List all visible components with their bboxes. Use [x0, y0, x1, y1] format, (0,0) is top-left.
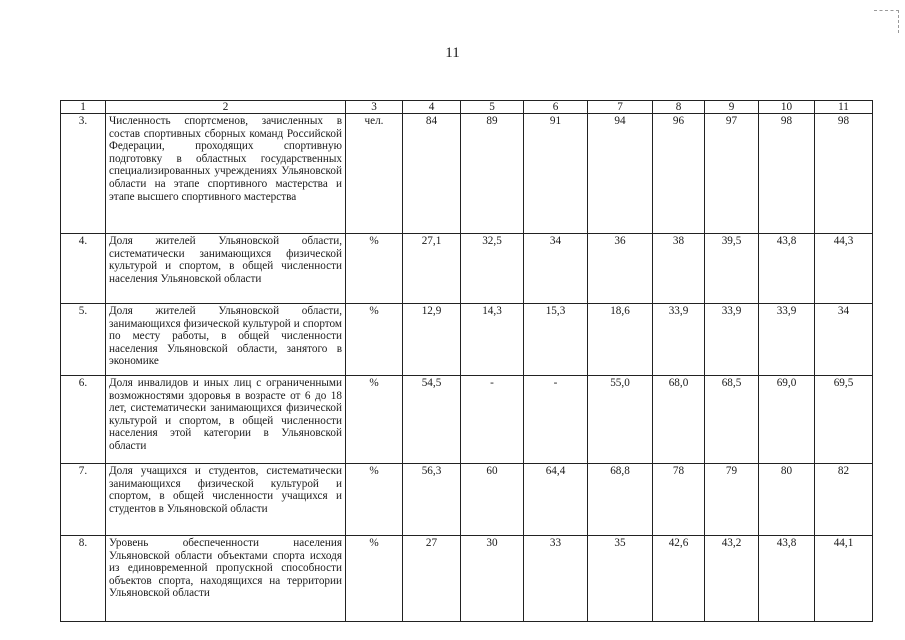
value-cell: 12,9 — [403, 304, 461, 376]
indicator-description: Доля инвалидов и иных лиц с ограниченными возможностями здоровья в возрасте от 6 до 18 лет, систематически занимающихся физической культурой и спортом, в общей численности населения этой категории в Ульяновской области — [106, 376, 346, 464]
value-cell: 97 — [705, 114, 759, 234]
table-row — [61, 114, 873, 234]
value-cell: 44,3 — [815, 234, 873, 304]
value-cell: 94 — [588, 114, 653, 234]
unit-cell: % — [346, 464, 403, 536]
header-cell: 9 — [705, 101, 759, 114]
value-cell: 27,1 — [403, 234, 461, 304]
value-cell: 68,0 — [653, 376, 705, 464]
indicator-description: Доля жителей Ульяновской области, занимающихся физической культурой и спортом по месту работы, в общей численности населения Ульяновской области, занятого в экономике — [106, 304, 346, 376]
table-row — [61, 234, 873, 304]
value-cell: 39,5 — [705, 234, 759, 304]
row-number: 6. — [61, 376, 106, 464]
value-cell: 15,3 — [524, 304, 588, 376]
table-row — [61, 304, 873, 376]
value-cell: 38 — [653, 234, 705, 304]
value-cell: 89 — [461, 114, 524, 234]
header-cell: 6 — [524, 101, 588, 114]
unit-cell: % — [346, 234, 403, 304]
row-number: 7. — [61, 464, 106, 536]
value-cell: 68,5 — [705, 376, 759, 464]
value-cell: 43,8 — [759, 536, 815, 622]
unit-cell: % — [346, 536, 403, 622]
value-cell: 44,1 — [815, 536, 873, 622]
value-cell: 79 — [705, 464, 759, 536]
table-row — [61, 536, 873, 622]
value-cell: 78 — [653, 464, 705, 536]
value-cell: 60 — [461, 464, 524, 536]
value-cell: 43,2 — [705, 536, 759, 622]
table-row — [61, 464, 873, 536]
value-cell: 68,8 — [588, 464, 653, 536]
value-cell: - — [461, 376, 524, 464]
value-cell: 91 — [524, 114, 588, 234]
unit-cell: % — [346, 376, 403, 464]
value-cell: 55,0 — [588, 376, 653, 464]
value-cell: 98 — [759, 114, 815, 234]
value-cell: 64,4 — [524, 464, 588, 536]
header-cell: 2 — [106, 101, 346, 114]
value-cell: 27 — [403, 536, 461, 622]
value-cell: 80 — [759, 464, 815, 536]
indicator-description: Уровень обеспеченности населения Ульяновской области объектами спорта исходя из единовременной пропускной способности объектов спорта, находящихся на территории Ульяновской области — [106, 536, 346, 622]
table-row — [61, 376, 873, 464]
row-number: 5. — [61, 304, 106, 376]
value-cell: 18,6 — [588, 304, 653, 376]
value-cell: 84 — [403, 114, 461, 234]
header-cell: 7 — [588, 101, 653, 114]
header-cell: 4 — [403, 101, 461, 114]
header-cell: 11 — [815, 101, 873, 114]
value-cell: - — [524, 376, 588, 464]
value-cell: 35 — [588, 536, 653, 622]
value-cell: 69,5 — [815, 376, 873, 464]
value-cell: 33,9 — [705, 304, 759, 376]
header-cell: 10 — [759, 101, 815, 114]
value-cell: 96 — [653, 114, 705, 234]
header-cell: 8 — [653, 101, 705, 114]
value-cell: 33 — [524, 536, 588, 622]
value-cell: 54,5 — [403, 376, 461, 464]
value-cell: 33,9 — [653, 304, 705, 376]
header-cell: 1 — [61, 101, 106, 114]
row-number: 4. — [61, 234, 106, 304]
value-cell: 43,8 — [759, 234, 815, 304]
indicator-description: Доля жителей Ульяновской области, систематически занимающихся физической культурой и спортом, в общей численности населения Ульяновской области — [106, 234, 346, 304]
header-cell: 3 — [346, 101, 403, 114]
header-row — [61, 101, 873, 114]
value-cell: 34 — [815, 304, 873, 376]
value-cell: 32,5 — [461, 234, 524, 304]
value-cell: 36 — [588, 234, 653, 304]
indicator-description: Численность спортсменов, зачисленных в состав спортивных сборных команд Российской Федерации, проходящих спортивную подготовку в областных государственных специализированных учреждениях Ульяновской области на этапе спортивного мастерства и этапе высшего спортивного мастерства — [106, 114, 346, 234]
scan-edge-mark — [874, 10, 899, 33]
page-number: 11 — [445, 45, 460, 61]
value-cell: 82 — [815, 464, 873, 536]
row-number: 8. — [61, 536, 106, 622]
indicator-description: Доля учащихся и студентов, систематически занимающихся физической культурой и спортом, в общей численности учащихся и студентов в Ульяновской области — [106, 464, 346, 536]
value-cell: 33,9 — [759, 304, 815, 376]
value-cell: 98 — [815, 114, 873, 234]
indicators-table — [60, 100, 873, 622]
value-cell: 30 — [461, 536, 524, 622]
value-cell: 14,3 — [461, 304, 524, 376]
header-cell: 5 — [461, 101, 524, 114]
value-cell: 34 — [524, 234, 588, 304]
value-cell: 69,0 — [759, 376, 815, 464]
row-number: 3. — [61, 114, 106, 234]
unit-cell: % — [346, 304, 403, 376]
value-cell: 56,3 — [403, 464, 461, 536]
unit-cell: чел. — [346, 114, 403, 234]
value-cell: 42,6 — [653, 536, 705, 622]
